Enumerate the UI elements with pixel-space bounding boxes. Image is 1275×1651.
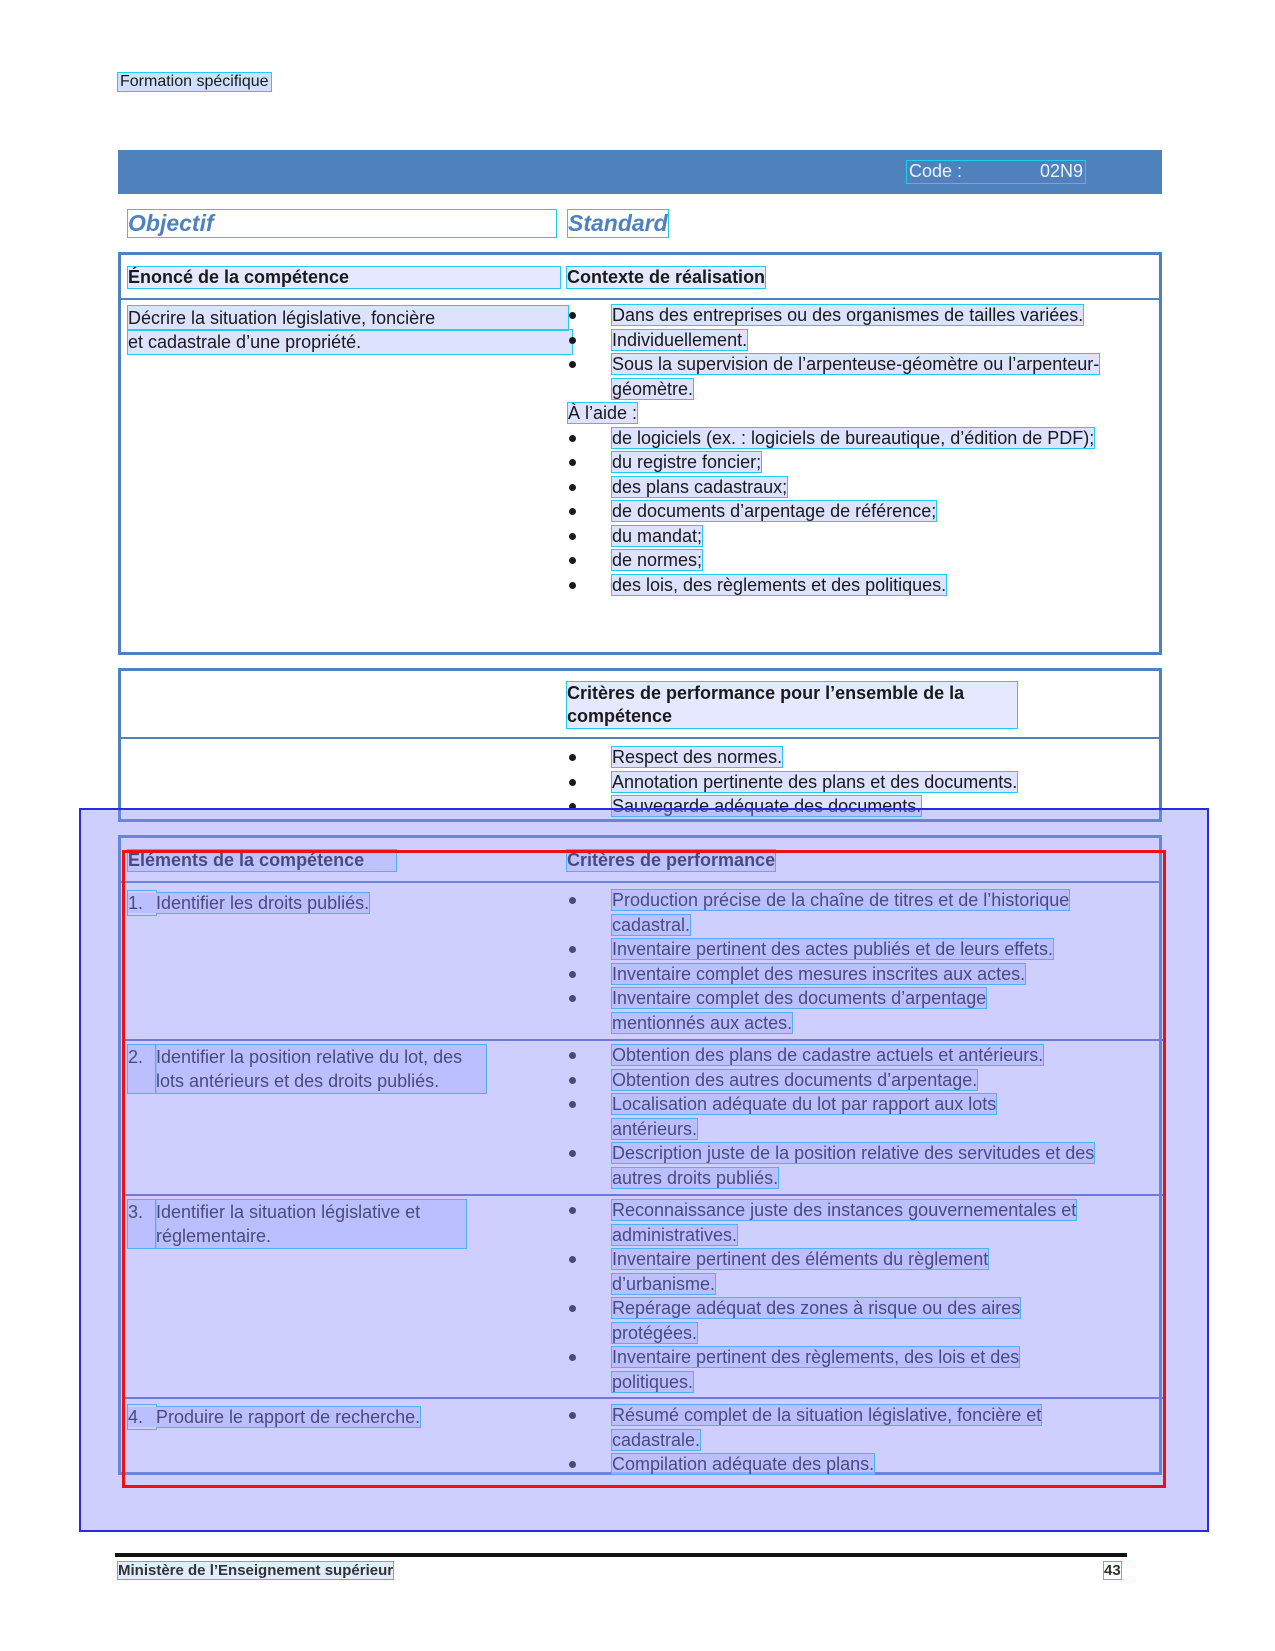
list-item: de logiciels (ex. : logiciels de bureautique, d’édition de PDF); [568, 426, 1108, 451]
divider [120, 737, 1160, 739]
divider [120, 298, 1160, 300]
elements-header: Éléments de la compétence [128, 850, 396, 871]
list-item: Respect des normes. [568, 745, 1108, 770]
list-item: Annotation pertinente des plans et des documents. [568, 770, 1108, 795]
list-item: Localisation adéquate du lot par rapport aux lots antérieurs. [568, 1092, 1052, 1141]
element-2-label: 2. Identifier la position relative du lot, des lots antérieurs et des droits publiés. [128, 1045, 508, 1093]
aide-label: À l’aide : [568, 403, 638, 423]
list-item: Compilation adéquate des plans. [568, 1452, 1108, 1477]
list-item: Production précise de la chaîne de titres et de l’historique cadastral. [568, 888, 1134, 937]
list-item: Inventaire complet des documents d’arpentage mentionnés aux actes. [568, 986, 1042, 1035]
list-item: Sous la supervision de l’arpenteuse-géomètre ou l’arpenteur-géomètre. [568, 352, 1108, 401]
list-item: Obtention des autres documents d’arpentage. [568, 1068, 1134, 1093]
list-item: Inventaire complet des mesures inscrites aux actes. [568, 962, 1134, 987]
standard-title: Standard [568, 210, 668, 236]
list-item: Reconnaissance juste des instances gouvernementales et administratives. [568, 1198, 1142, 1247]
list-item: Inventaire pertinent des règlements, des lois et des politiques. [568, 1345, 1082, 1394]
objectif-title: Objectif [128, 210, 556, 237]
footer-ministry: Ministère de l’Enseignement supérieur [118, 1562, 394, 1579]
code-label: Code : [909, 161, 963, 181]
list-item: Inventaire pertinent des actes publiés et de leurs effets. [568, 937, 1134, 962]
highlight-box [122, 850, 1166, 1488]
overall-criteria-header: Critères de performance pour l’ensemble de la compétence [567, 682, 1017, 728]
list-item: de documents d’arpentage de référence; [568, 499, 1108, 524]
element-1-label: 1. Identifier les droits publiés. [128, 893, 370, 913]
running-header: Formation spécifique [120, 73, 269, 90]
context-list [568, 303, 1108, 597]
list-item: Obtention des plans de cadastre actuels et antérieurs. [568, 1043, 1134, 1068]
element-4-label: 4. Produire le rapport de recherche. [128, 1407, 421, 1427]
footer-rule [115, 1553, 1127, 1557]
list-item: de normes; [568, 548, 1108, 573]
code-value: 02N9 [1039, 161, 1083, 181]
list-item: Inventaire pertinent des éléments du règlement d’urbanisme. [568, 1247, 1042, 1296]
list-item: Individuellement. [568, 328, 1108, 353]
page-number: 43 [1104, 1562, 1121, 1579]
list-item: des plans cadastraux; [568, 475, 1108, 500]
element-3-label: 3. Identifier la situation législative et réglementaire. [128, 1200, 508, 1248]
criteria-header: Critères de performance [567, 850, 776, 870]
list-item: Résumé complet de la situation législative, foncière et cadastrale. [568, 1403, 1108, 1452]
competency-code [907, 161, 1085, 183]
list-item: des lois, des règlements et des politiques. [568, 573, 1108, 598]
context-header: Contexte de réalisation [567, 267, 766, 287]
statement-header: Énoncé de la compétence [128, 267, 560, 288]
list-item: Sauvegarde adéquate des documents. [568, 794, 1108, 819]
list-item: Dans des entreprises ou des organismes de tailles variées. [568, 303, 1108, 328]
list-item: du registre foncier; [568, 450, 1108, 475]
list-item: Description juste de la position relative des servitudes et des autres droits publiés. [568, 1141, 1134, 1190]
competency-statement: Décrire la situation législative, foncière et cadastrale d’une propriété. [128, 306, 572, 354]
list-item: Repérage adéquat des zones à risque ou des aires protégées. [568, 1296, 1082, 1345]
list-item: du mandat; [568, 524, 1108, 549]
